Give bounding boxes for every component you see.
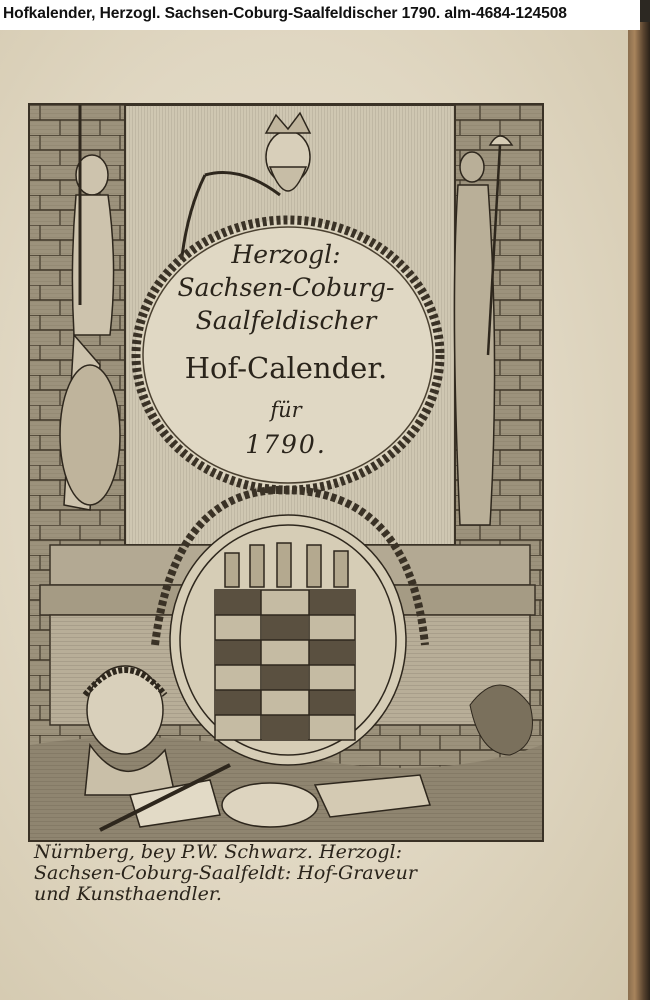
engraving-illustration (30, 105, 542, 840)
title-line-5: für (270, 398, 302, 422)
title-line-2: Sachsen-Coburg- (177, 273, 395, 302)
engraved-frontispiece (28, 103, 544, 842)
title-line-4: Hof-Calender. (184, 351, 388, 385)
coat-of-arms (170, 515, 406, 765)
imprint-line-2: Sachsen-Coburg-Saalfeldt: Hof-Graveur (34, 862, 417, 884)
imprint-line-3: und Kunsthaendler. (34, 883, 222, 905)
caption-bar (0, 0, 640, 30)
caption-text: Hofkalender, Herzogl. Sachsen-Coburg-Saalfeldischer 1790. alm-4684-124508 (3, 5, 567, 22)
page-edge (628, 22, 650, 1000)
palette (222, 783, 318, 827)
title-line-6: 1790. (245, 430, 327, 459)
title-line-1: Herzogl: (231, 240, 341, 269)
imprint-line-1: Nürnberg, bey P.W. Schwarz. Herzogl: (34, 841, 402, 863)
publisher-imprint (34, 842, 594, 905)
title-line-3: Saalfeldischer (195, 306, 377, 335)
